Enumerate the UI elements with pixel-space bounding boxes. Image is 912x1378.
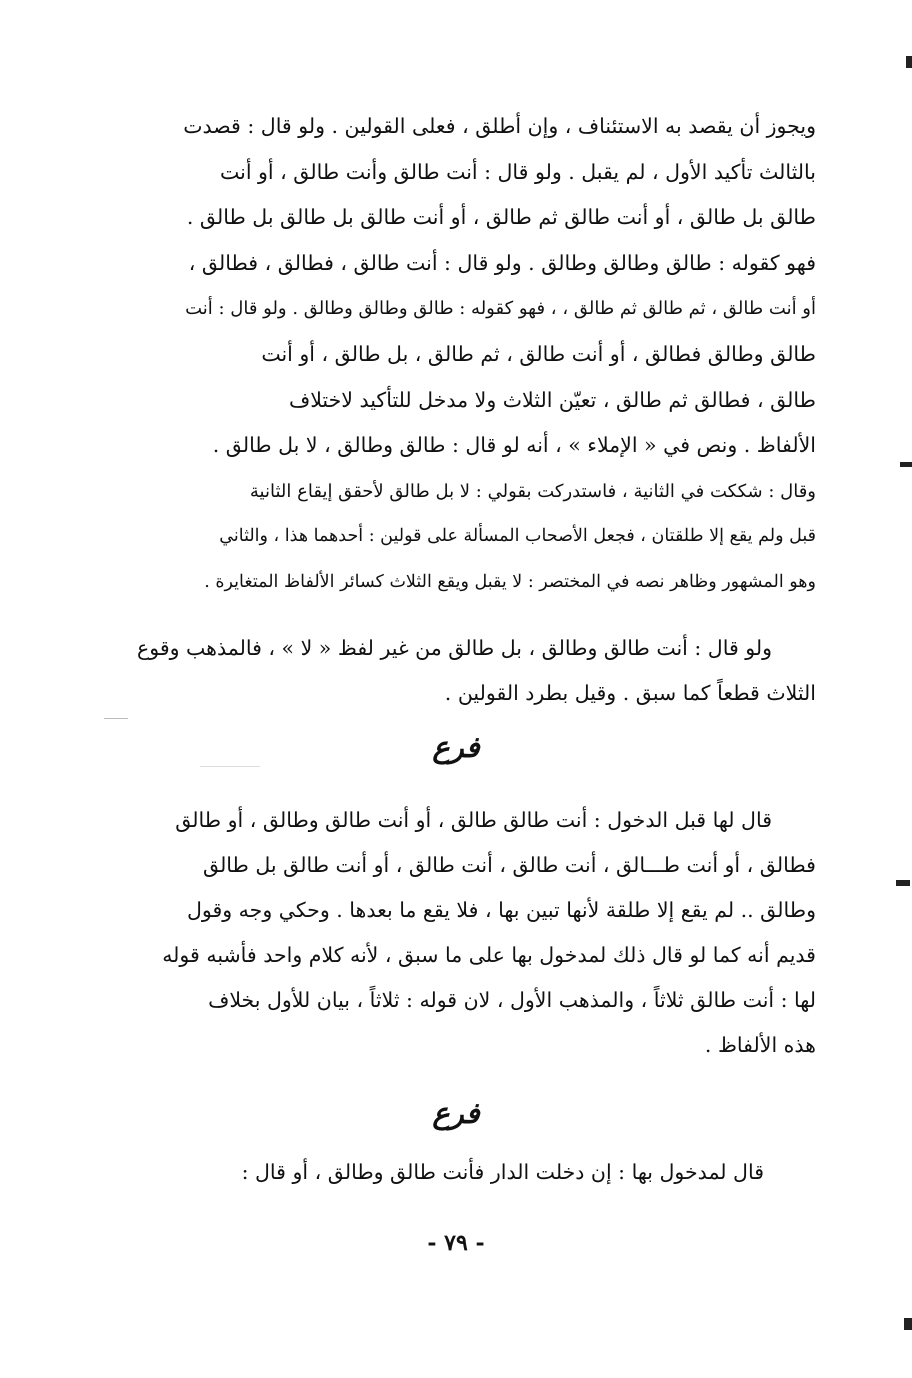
text-line: قديم أنه كما لو قال ذلك لمدخول بها على ما سبق ، لأنه كلام واحد فأشبه قوله bbox=[162, 943, 816, 967]
margin-mark bbox=[906, 56, 912, 68]
scan-rule bbox=[104, 718, 128, 719]
text-line: قال لمدخول بها : إن دخلت الدار فأنت طالق وطالق ، أو قال : bbox=[241, 1160, 764, 1184]
text-line: فطالق ، أو أنت طـــالق ، أنت طالق ، أنت طالق ، أو أنت طالق بل طالق bbox=[202, 853, 816, 877]
paragraph-2 bbox=[104, 626, 816, 716]
paragraph-4 bbox=[104, 1150, 816, 1195]
text-line: بالثالث تأكيد الأول ، لم يقبل . ولو قال : أنت طالق وأنت طالق ، أو أنت bbox=[219, 159, 816, 184]
text-line: الثلاث قطعاً كما سبق . وقيل بطرد القولين . bbox=[444, 681, 816, 705]
text-line: وهو المشهور وظاهر نصه في المختصر : لا يقبل ويقع الثلاث كسائر الألفاظ المتغايرة . bbox=[204, 571, 816, 592]
text-line: قال لها قبل الدخول : أنت طالق طالق ، أو أنت طالق وطالق ، أو طالق bbox=[175, 808, 772, 832]
text-line: لها : أنت طالق ثلاثاً ، والمذهب الأول ، لان قوله : ثلاثاً ، بيان للأول بخلاف bbox=[208, 988, 816, 1012]
paragraph-3 bbox=[104, 798, 816, 1068]
text-line: ويجوز أن يقصد به الاستئناف ، وإن أطلق ، فعلى القولين . ولو قال : قصدت bbox=[183, 114, 816, 138]
text-line: قبل ولم يقع إلا طلقتان ، فجعل الأصحاب المسألة على قولين : أحدهما هذا ، والثاني bbox=[219, 526, 816, 547]
text-line: ولو قال : أنت طالق وطالق ، بل طالق من غير لفظ « لا » ، فالمذهب وقوع bbox=[137, 636, 772, 660]
text-line: طالق وطالق فطالق ، أو أنت طالق ، ثم طالق ، بل طالق ، أو أنت bbox=[261, 341, 816, 366]
text-line: طالق ، فطالق ثم طالق ، تعيّن الثلاث ولا مدخل للتأكيد لاختلاف bbox=[288, 387, 816, 412]
paragraph-1 bbox=[104, 104, 816, 606]
margin-mark bbox=[900, 462, 912, 467]
text-line: الألفاظ . ونص في « الإملاء » ، أنه لو قال : طالق وطالق ، لا بل طالق . bbox=[212, 433, 816, 458]
page-number: - ٧٩ - bbox=[427, 1230, 485, 1256]
text-line: هذه الألفاظ . bbox=[704, 1033, 816, 1057]
margin-mark bbox=[904, 1318, 912, 1330]
text-line: فهو كقوله : طالق وطالق وطالق . ولو قال : أنت طالق ، فطالق ، فطالق ، bbox=[188, 250, 816, 275]
section-heading: فرع bbox=[432, 1096, 480, 1130]
text-line: وطالق .. لم يقع إلا طلقة لأنها تبين بها ، فلا يقع ما بعدها . وحكي وجه وقول bbox=[186, 898, 816, 922]
text-line: أو أنت طالق ، ثم طالق ثم طالق ، ، فهو كقوله : طالق وطالق وطالق . ولو قال : أنت bbox=[185, 298, 816, 320]
scan-rule bbox=[200, 766, 260, 767]
text-line: طالق بل طالق ، أو أنت طالق ثم طالق ، أو أنت طالق بل طالق بل طالق . bbox=[186, 205, 816, 230]
section-heading: فرع bbox=[432, 730, 480, 764]
text-line: وقال : شككت في الثانية ، فاستدركت بقولي : لا بل طالق لأحقق إيقاع الثانية bbox=[249, 480, 816, 502]
margin-mark bbox=[896, 880, 910, 886]
